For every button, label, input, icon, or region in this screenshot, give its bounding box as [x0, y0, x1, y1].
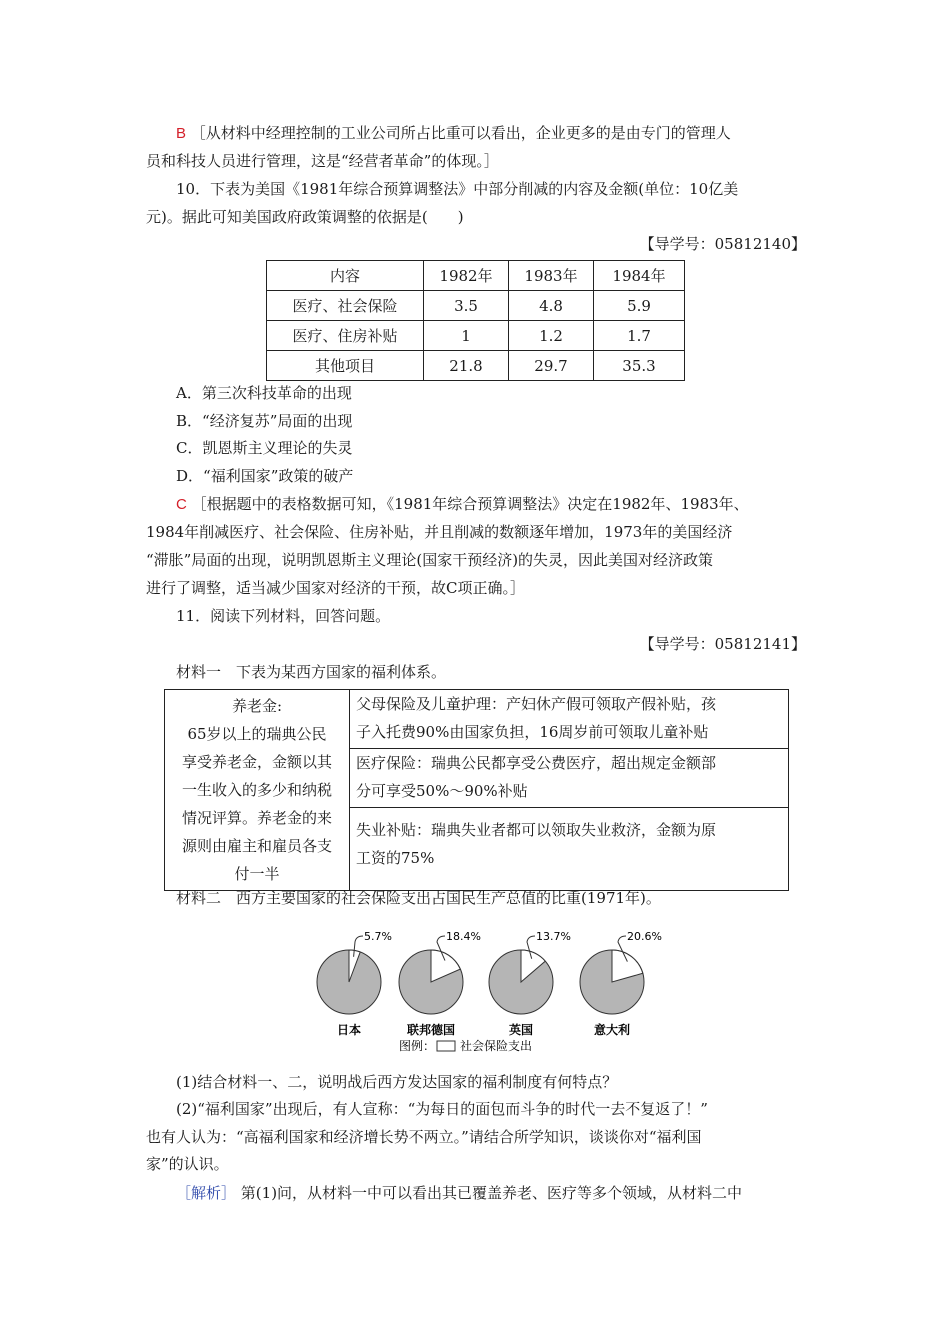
legend-label: 社会保险支出 [460, 1039, 533, 1053]
pie-4 [580, 930, 662, 1037]
pie-category-label: 意大利 [593, 1023, 631, 1037]
chart-legend [399, 1038, 532, 1053]
legend-swatch [437, 1041, 455, 1051]
pension-line: 付一半 [234, 865, 280, 883]
medical-insurance-cell [350, 749, 789, 808]
pie-category-label: 英国 [508, 1023, 534, 1037]
answer-letter: C [176, 496, 187, 513]
table-cell: 3.5 [424, 291, 509, 321]
answer-c-line3: “滞胀”局面的出现，说明凯恩斯主义理论(国家干预经济)的失灵，因此美国对经济政策 [146, 551, 714, 569]
answer-text: ［根据题中的表格数据可知，《1981年综合预算调整法》决定在1982年、1983年、 [191, 495, 749, 513]
q11-sub2-line1: (2)“福利国家”出现后，有人宣称：“为每日的面包而斗争的时代一去不复返了！” [176, 1100, 708, 1118]
cell-line: 分可享受50%～90%补贴 [356, 782, 528, 800]
q10-stem-line2: 元)。据此可知美国政府政策调整的依据是( ) [146, 208, 464, 226]
table-row [165, 690, 789, 749]
q11-sub2-line2: 也有人认为：“高福利国家和经济增长势不两立。”请结合所学知识，谈谈你对“福利国 [146, 1128, 702, 1146]
pension-line: 享受养老金，金额以其 [181, 753, 332, 771]
table-cell: 其他项目 [267, 351, 424, 381]
pie-value-label: 18.4% [446, 930, 481, 943]
cell-line: 医疗保险：瑞典公民都享受公费医疗，超出规定金额部 [356, 754, 717, 772]
pie-value-label: 20.6% [627, 930, 662, 943]
q10-guide-number: 【导学号：05812140】 [639, 235, 806, 253]
table-header: 1982年 [424, 261, 509, 291]
pie-value-label: 5.7% [364, 930, 392, 943]
budget-cut-table [266, 260, 685, 381]
table-row [267, 291, 685, 321]
table-cell: 4.8 [509, 291, 594, 321]
analysis-tag: ［解析］ [176, 1184, 237, 1202]
option-c: C．凯恩斯主义理论的失灵 [176, 439, 353, 457]
q11-sub1: (1)结合材料一、二，说明战后西方发达国家的福利制度有何特点？ [176, 1073, 618, 1091]
answer-c-line1 [176, 493, 846, 516]
legend-prefix: 图例： [399, 1039, 436, 1053]
pie-category-label: 联邦德国 [406, 1023, 456, 1037]
answer-text: ［从材料中经理控制的工业公司所占比重可以看出，企业更多的是由专门的管理人 [190, 124, 731, 142]
table-cell: 1.7 [594, 321, 685, 351]
q11-sub2-line3: 家”的认识。 [146, 1155, 229, 1173]
welfare-system-table [164, 689, 789, 891]
pie-chart-figure [0, 915, 950, 1065]
option-d: D．“福利国家”政策的破产 [176, 467, 354, 485]
table-cell: 医疗、社会保险 [267, 291, 424, 321]
table-row [267, 321, 685, 351]
answer-letter: B [176, 125, 187, 142]
parental-insurance-cell [350, 690, 789, 749]
table-cell: 1.2 [509, 321, 594, 351]
table-cell: 5.9 [594, 291, 685, 321]
table-row [267, 351, 685, 381]
q11-title: 11．阅读下列材料，回答问题。 [176, 607, 391, 625]
pension-line: 源则由雇主和雇员各支 [181, 837, 332, 855]
answer-b-line2: 员和科技人员进行管理，这是“经营者革命”的体现。］ [146, 152, 499, 170]
pie-2 [399, 930, 481, 1037]
unemployment-cell [350, 808, 789, 891]
pension-line: 65岁以上的瑞典公民 [187, 725, 327, 743]
table-cell: 21.8 [424, 351, 509, 381]
option-a: A．第三次科技革命的出现 [176, 384, 352, 402]
table-cell: 35.3 [594, 351, 685, 381]
pie-1 [317, 930, 392, 1037]
answer-c-line4: 进行了调整，适当减少国家对经济的干预，故C项正确。］ [146, 579, 525, 597]
cell-line: 工资的75% [356, 849, 435, 867]
answer-b-line1 [176, 122, 846, 145]
pension-line: 一生收入的多少和纳税 [181, 781, 332, 799]
pie-3 [489, 930, 571, 1037]
pension-line: 养老金: [231, 697, 283, 715]
answer-c-line2: 1984年削减医疗、社会保险、住房补贴，并且削减的数额逐年增加，1973年的美国经济 [146, 523, 733, 541]
cell-line: 失业补贴：瑞典失业者都可以领取失业救济，金额为原 [356, 821, 717, 839]
table-cell: 1 [424, 321, 509, 351]
pension-cell [165, 690, 350, 891]
q10-stem-line1: 10．下表为美国《1981年综合预算调整法》中部分削减的内容及金额(单位：10亿美 [176, 180, 739, 198]
pension-line: 情况评算。养老金的来 [181, 809, 332, 827]
table-cell: 医疗、住房补贴 [267, 321, 424, 351]
table-header-row [267, 261, 685, 291]
material1-title: 材料一 下表为某西方国家的福利体系。 [176, 663, 447, 681]
pie-category-label: 日本 [336, 1023, 362, 1037]
cell-line: 子入托费90%由国家负担，16周岁前可领取儿童补贴 [356, 723, 709, 741]
table-header: 1984年 [594, 261, 685, 291]
analysis-text: 第(1)问，从材料一中可以看出其已覆盖养老、医疗等多个领域，从材料二中 [240, 1184, 743, 1202]
material2-title: 材料二 西方主要国家的社会保险支出占国民生产总值的比重(1971年)。 [176, 889, 661, 907]
table-header: 内容 [267, 261, 424, 291]
option-b: B．“经济复苏”局面的出现 [176, 412, 353, 430]
cell-line: 父母保险及儿童护理：产妇休产假可领取产假补贴，孩 [356, 695, 717, 713]
pie-value-label: 13.7% [536, 930, 571, 943]
analysis-line [176, 1182, 846, 1204]
table-header: 1983年 [509, 261, 594, 291]
q11-guide-number: 【导学号：05812141】 [639, 635, 806, 653]
table-cell: 29.7 [509, 351, 594, 381]
